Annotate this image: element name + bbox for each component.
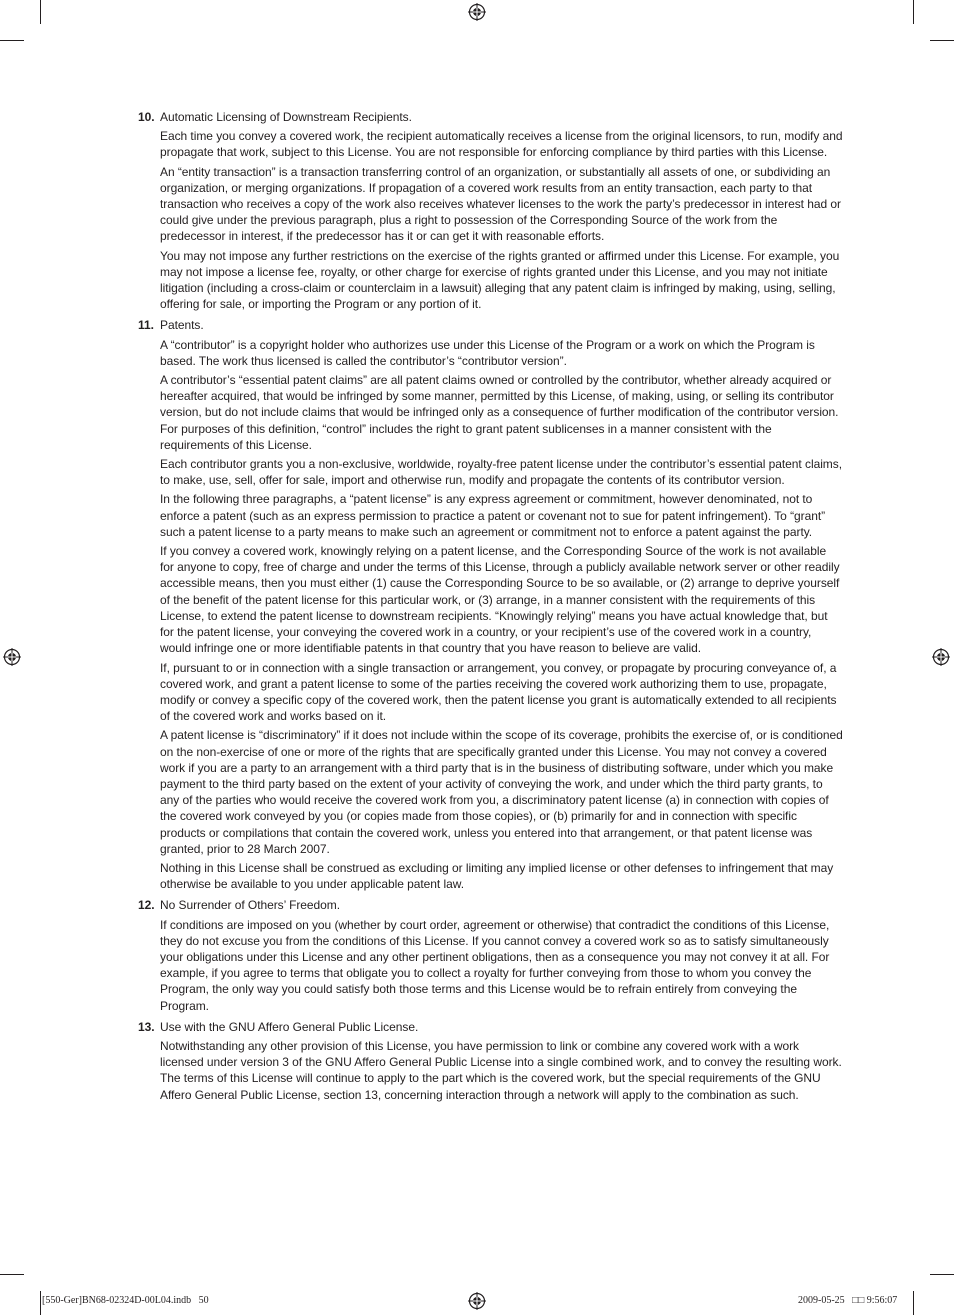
paragraph: If you convey a covered work, knowingly relying on a patent license, and the Corresponding Source of the work is not available for anyone to copy, free of charge and under the terms of this License, through a publicly available network server or other readily accessible means, then you must either (1) cause the Corresponding Source to be so available, or (2) arrange to deprive yourself of the benefit of the patent license for this particular work, or (3) arrange, in a manner consistent with the requirements of this License, to extend the patent license to downstream recipients. “Knowingly relying” means you have actual knowledge that, but for the patent license, your conveying the covered work in a country, or your recipient’s use of the covered work in a country, would infringe one or more identifiable patents in that country that you have reason to believe are valid. xyxy=(160,544,840,656)
crop-mark-bottom-right-horizontal xyxy=(930,1274,954,1275)
crop-mark-top-right-vertical xyxy=(913,0,914,24)
section-title: Patents. xyxy=(160,318,204,333)
paragraph: You may not impose any further restrictions on the exercise of the rights granted or affirmed under this License. For example, you may not impose a license fee, royalty, or other charge for exercise of rights granted under this License, and you may not initiate litigation (including a cross-claim or counterclaim in a lawsuit) alleging that any patent claim is infringed by making, using, selling, offering for sale, or importing the Program or any portion of it. xyxy=(160,248,840,312)
license-body xyxy=(138,109,843,1108)
crop-mark-top-left-vertical xyxy=(40,0,41,24)
section-number: 11. xyxy=(138,318,154,333)
paragraph: A patent license is “discriminatory” if it does not include within the scope of its coverage, prohibits the exercise of, or is conditioned on the non-exercise of one or more of the rights that are specifically granted under this License. You may not convey a covered work if you are a party to an arrangement with a third party that is in the business of distributing software, under which you make payment to the third party based on the extent of your activity of conveying the work, and under which the third party grants, to any of the parties who would receive the covered work from you, a discriminatory patent license (a) in connection with copies of the covered work conveyed by you (or copies made from those copies), or (b) primarily for and in connection with specific products or compilations that contain the covered work, unless you entered into that arrangement, or that patent license was granted, prior to 28 March 2007. xyxy=(160,728,843,856)
section-heading xyxy=(138,109,843,125)
section-10 xyxy=(138,109,843,312)
crop-mark-top-left-horizontal xyxy=(0,40,24,41)
paragraph: Nothing in this License shall be construed as excluding or limiting any implied license or other defenses to infringement that may otherwise be available to you under applicable patent law. xyxy=(160,860,834,892)
paragraph: Notwithstanding any other provision of this License, you have permission to link or combine any covered work with a work licensed under version 3 of the GNU Affero General Public License into a single combined work, and to convey the resulting work. The terms of this License will continue to apply to the part which is the covered work, but the special requirements of the GNU Affero General Public License, section 13, concerning interaction through a network will apply to the combination as such. xyxy=(160,1038,842,1102)
section-13 xyxy=(138,1019,843,1103)
paragraph: Each contributor grants you a non-exclusive, worldwide, royalty-free patent license under the contributor’s essential patent claims, to make, use, sell, offer for sale, import and otherwise run, modify and propagate the contents of its contributor version. xyxy=(160,457,842,488)
section-heading xyxy=(138,897,843,913)
registration-target-icon xyxy=(468,3,486,21)
crop-mark-bottom-right-vertical xyxy=(913,1291,914,1315)
footer-file-name: [550-Ger]BN68-02324D-00L04.indb 50 xyxy=(42,1295,209,1306)
paragraph: Each time you convey a covered work, the recipient automatically receives a license from the original licensors, to run, modify and propagate that work, subject to this License. You are not responsible for enforcing compliance by third parties with this License. xyxy=(160,129,843,160)
registration-target-icon xyxy=(3,648,21,666)
section-number: 10. xyxy=(138,110,155,124)
section-number: 12. xyxy=(138,898,155,913)
section-12 xyxy=(138,897,843,1013)
registration-target-icon xyxy=(468,1292,486,1310)
paragraph: In the following three paragraphs, a “patent license” is any express agreement or commitment, however denominated, not to enforce a patent (such as an express permission to practice a patent or covenant not to sue for patent infringement). To “grant” such a patent license to a party means to make such an agreement or commitment not to enforce a patent against the party. xyxy=(160,492,826,539)
section-title: No Surrender of Others’ Freedom. xyxy=(160,898,341,913)
paragraph: A “contributor” is a copyright holder who authorizes use under this License of the Program or a work on which the Program is based. The work thus licensed is called the contributor’s “contributor version”. xyxy=(160,337,815,368)
section-11 xyxy=(138,317,843,892)
paragraph: A contributor’s “essential patent claims” are all patent claims owned or controlled by the contributor, whether already acquired or hereafter acquired, that would be infringed by some manner, permitted by this License, of making, using, or selling its contributor version, but do not include claims that would be infringed only as a consequence of further modification of the contributor version. For purposes of this definition, “control” includes the right to grant patent sublicenses in a manner consistent with the requirements of this License. xyxy=(160,373,839,452)
section-title: Automatic Licensing of Downstream Recipients. xyxy=(160,110,412,124)
section-number: 13. xyxy=(138,1019,155,1034)
paragraph: If, pursuant to or in connection with a single transaction or arrangement, you convey, or propagate by procuring conveyance of, a covered work, and grant a patent license to some of the parties receiving the covered work authorizing them to use, propagate, modify or convey a specific copy of the covered work, then the patent license you grant is automatically extended to all recipients of the covered work and works based on it. xyxy=(160,660,837,724)
registration-target-icon xyxy=(932,648,950,666)
section-title: Use with the GNU Affero General Public License. xyxy=(160,1019,419,1034)
section-heading xyxy=(138,317,843,333)
section-heading xyxy=(138,1019,843,1035)
paragraph: If conditions are imposed on you (whether by court order, agreement or otherwise) that contradict the conditions of this License, they do not excuse you from the conditions of this License. If you cannot convey a covered work so as to satisfy simultaneously your obligations under this License and any other pertinent obligations, then as a consequence you may not convey it at all. For example, if you agree to terms that obligate you to collect a royalty for further conveying from those to whom you convey the Program, the only way you could satisfy both those terms and this License would be to refrain entirely from conveying the Program. xyxy=(160,917,830,1013)
paragraph: An “entity transaction” is a transaction transferring control of an organization, or substantially all assets of one, or subdividing an organization, or merging organizations. If propagation of a covered work results from an entity transaction, each party to that transaction who receives a copy of the work also receives whatever licenses to the work the party’s predecessor in interest had or could give under the previous paragraph, plus a right to possession of the Corresponding Source of the work from the predecessor in interest, if the predecessor has it or can get it with reasonable efforts. xyxy=(160,164,841,244)
crop-mark-bottom-left-horizontal xyxy=(0,1274,24,1275)
footer-timestamp: 2009-05-25 □□ 9:56:07 xyxy=(798,1295,898,1306)
crop-mark-top-right-horizontal xyxy=(930,40,954,41)
crop-mark-bottom-left-vertical xyxy=(40,1291,41,1315)
